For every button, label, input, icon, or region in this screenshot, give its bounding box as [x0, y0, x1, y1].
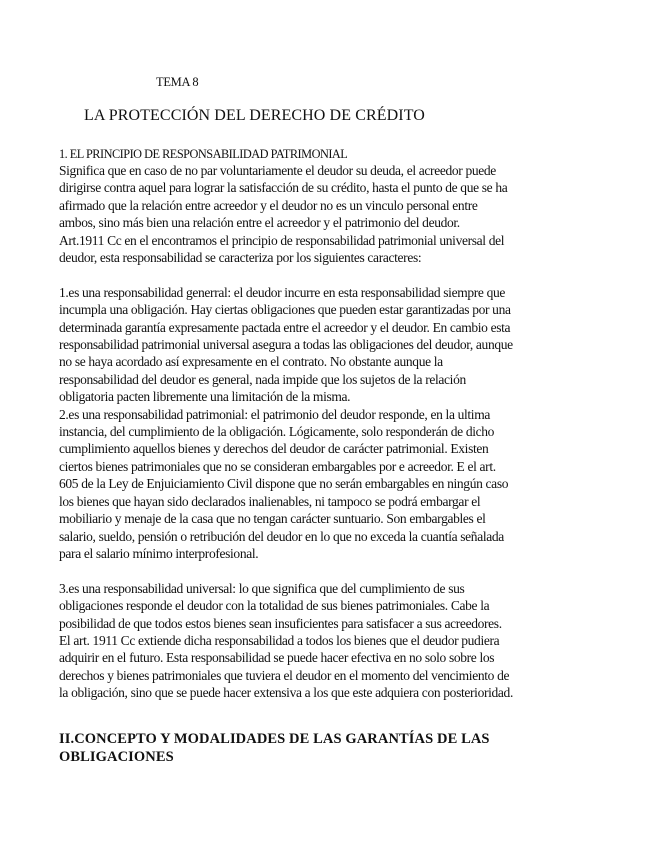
text-line: adquirir en el futuro. Esta responsabilidad se puede hacer efectiva en no solo sobre los — [59, 650, 495, 666]
text-line: la obligación, sino que se puede hacer extensiva a los que este adquiera con posterioridad. — [59, 685, 513, 701]
section-1-heading: 1. EL PRINCIPIO DE RESPONSABILIDAD PATRIMONIAL — [59, 147, 348, 161]
text-line: obligaciones responde el deudor con la totalidad de sus bienes patrimoniales. Cabe la — [59, 598, 490, 614]
text-line: mobiliario y menaje de la casa que no tengan carácter suntuario. Son embargables el — [59, 511, 486, 527]
text-line: para el salario mínimo interprofesional. — [59, 545, 259, 561]
text-line: ciertos bienes patrimoniales que no se consideran embargables por e acreedor. E el art. — [59, 458, 496, 474]
document-title: LA PROTECCIÓN DEL DERECHO DE CRÉDITO — [84, 107, 425, 124]
text-line: El art. 1911 Cc extiende dicha responsabilidad a todos los bienes que el deudor pudiera — [59, 632, 500, 648]
text-line: 2.es una responsabilidad patrimonial: el patrimonio del deudor responde, en la ultima — [59, 406, 491, 422]
point-1-paragraph — [59, 284, 604, 406]
text-line: dirigirse contra aquel para lograr la satisfacción de su crédito, hasta el punto de que se ha — [59, 180, 508, 196]
point-2-paragraph — [59, 406, 604, 563]
text-line: los bienes que hayan sido declarados inalienables, ni tampoco se podrá embargar el — [59, 493, 481, 509]
intro-paragraph — [59, 162, 604, 266]
text-line: obligatoria pacten libremente una limitación de la misma. — [59, 389, 351, 405]
text-line: instancia, del cumplimiento de la obligación. Lógicamente, solo responderán de dicho — [59, 424, 495, 440]
section-2-heading-line: OBLIGACIONES — [59, 749, 174, 765]
text-line: Art.1911 Cc en el encontramos el principio de responsabilidad patrimonial universal del — [59, 232, 505, 248]
text-line: responsabilidad del deudor es general, nada impide que los sujetos de la relación — [59, 371, 466, 387]
tema-label: TEMA 8 — [156, 75, 199, 89]
paragraph-gap — [59, 562, 604, 579]
text-line: no se haya acordado así expresamente en el contrato. No obstante aunque la — [59, 354, 443, 370]
text-line: afirmado que la relación entre acreedor y el deudor no es un vinculo personal entre — [59, 197, 478, 213]
text-line: incumpla una obligación. Hay ciertas obligaciones que pueden estar garantizadas por una — [59, 302, 511, 318]
text-line: posibilidad de que todos estos bienes sean insuficientes para satisfacer a sus acreedores. — [59, 615, 502, 631]
point-3-paragraph — [59, 580, 604, 702]
section-2-heading-line: II.CONCEPTO Y MODALIDADES DE LAS GARANTÍAS DE LAS — [59, 731, 490, 747]
text-line: cumplimiento aquellos bienes y derechos del deudor de carácter patrimonial. Existen — [59, 441, 489, 457]
section-2-heading — [59, 730, 490, 766]
section-1 — [59, 147, 604, 702]
text-line: responsabilidad patrimonial universal asegura a todas las obligaciones del deudor, aunque — [59, 337, 513, 353]
text-line: 1.es una responsabilidad generral: el deudor incurre en esta responsabilidad siempre que — [59, 284, 506, 300]
text-line: 3.es una responsabilidad universal: lo que significa que del cumplimiento de sus — [59, 580, 465, 596]
text-line: ambos, sino más bien una relación entre el acreedor y el patrimonio del deudor. — [59, 215, 460, 231]
text-line: salario, sueldo, pensión o retribución del deudor en lo que no exceda la cuantía señalada — [59, 528, 504, 544]
text-line: 605 de la Ley de Enjuiciamiento Civil dispone que no serán embargables en ningún caso — [59, 476, 509, 492]
paragraph-gap — [59, 266, 604, 283]
text-line: determinada garantía expresamente pactada entre el acreedor y el deudor. En cambio esta — [59, 319, 511, 335]
text-line: Significa que en caso de no par voluntariamente el deudor su deuda, el acreedor puede — [59, 163, 496, 178]
text-line: deudor, esta responsabilidad se caracteriza por los siguientes caracteres: — [59, 250, 422, 266]
text-line: derechos y bienes patrimoniales que tuviera el deudor en el momento del vencimiento de — [59, 667, 510, 683]
